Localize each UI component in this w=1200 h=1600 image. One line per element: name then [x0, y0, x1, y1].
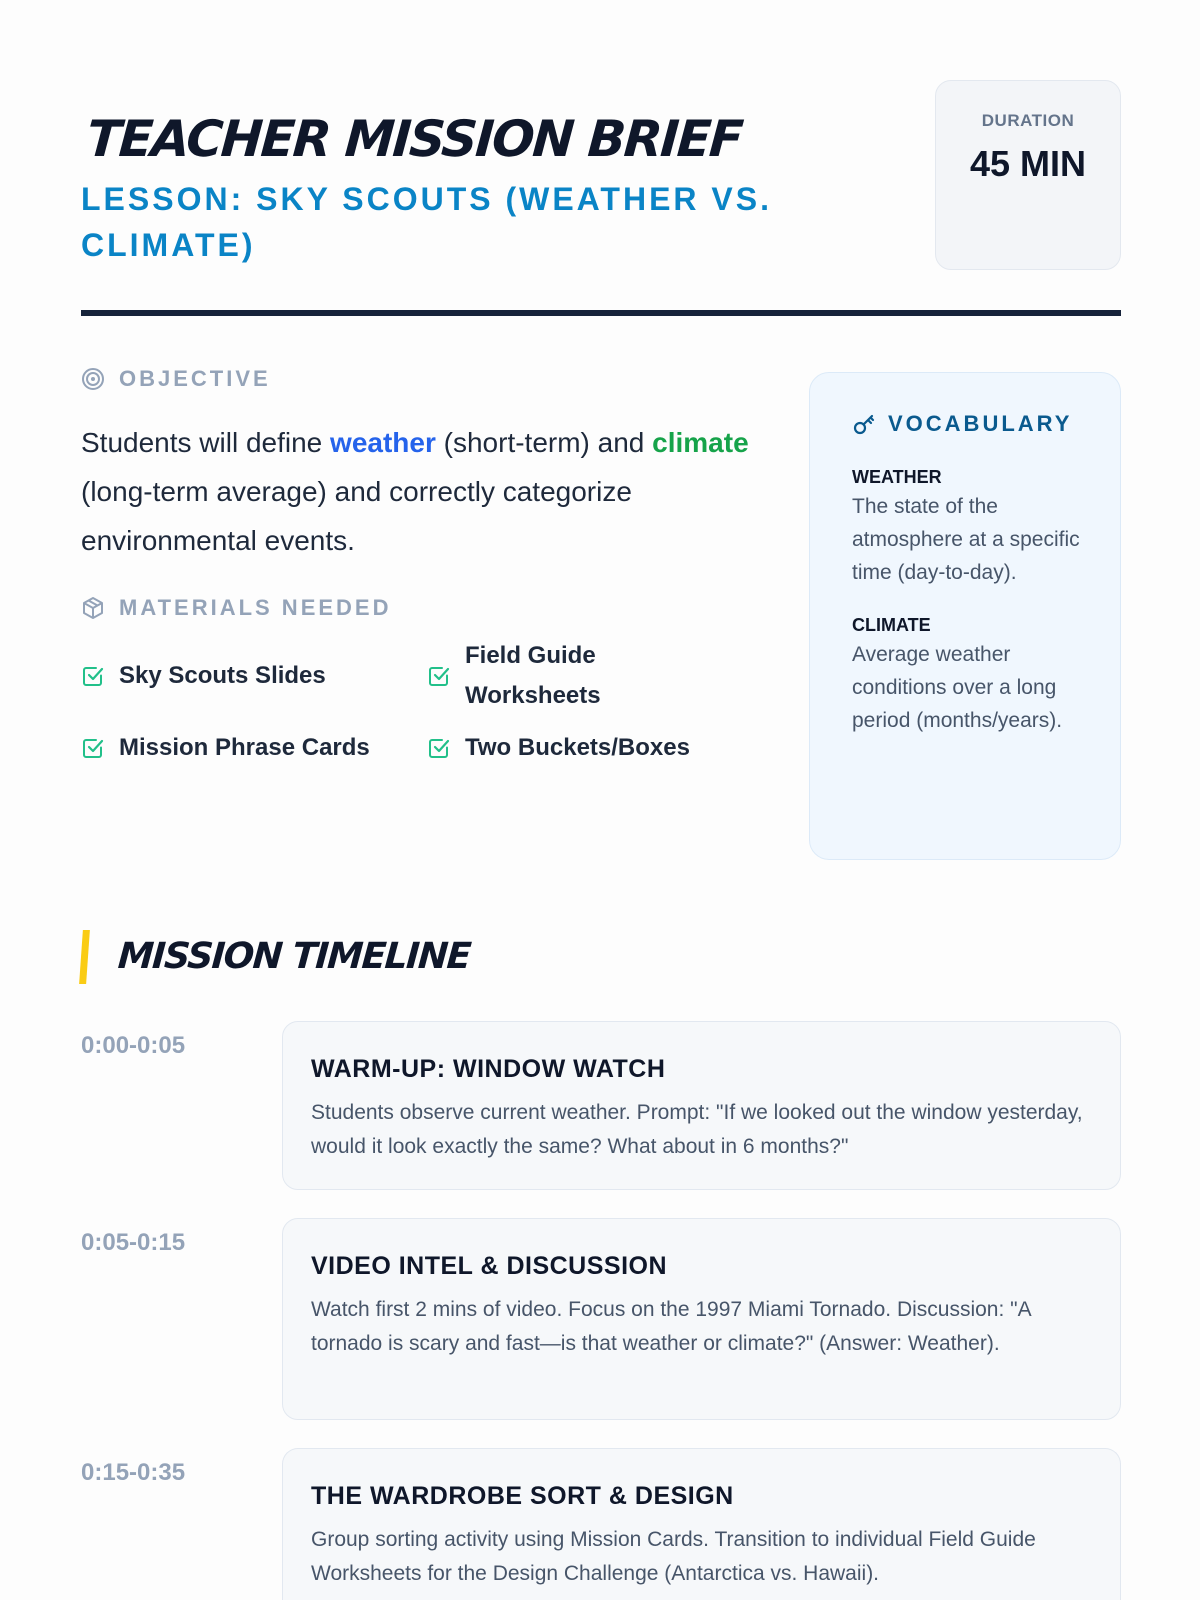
package-icon	[81, 596, 105, 620]
vocab-term: CLIMATE	[852, 615, 931, 635]
objective-heading	[81, 366, 271, 392]
page-title: TEACHER MISSION BRIEF	[84, 110, 744, 168]
vocabulary-card	[809, 372, 1121, 860]
timeline-time: 0:00-0:05	[81, 1032, 186, 1059]
vocab-definition: Average weather conditions over a long period (months/years).	[852, 643, 1063, 732]
timeline-card-description: Group sorting activity using Mission Cards. Transition to individual Field Guide Worksheets for the Design Challenge (Antarctica vs. Hawaii).	[311, 1528, 1036, 1585]
material-item	[81, 656, 401, 696]
timeline-time: 0:15-0:35	[81, 1459, 186, 1486]
timeline-card	[282, 1021, 1121, 1190]
header	[81, 80, 1121, 270]
lesson-subtitle: LESSON: SKY SCOUTS (WEATHER VS. CLIMATE)	[81, 181, 772, 263]
material-item	[81, 728, 421, 768]
material-label: Two Buckets/Boxes	[465, 734, 690, 761]
keyword-weather: weather	[330, 427, 436, 458]
material-item	[427, 728, 767, 768]
mission-brief-page	[81, 0, 1121, 1600]
duration-label: DURATION	[981, 111, 1075, 130]
timeline-card-title: WARM-UP: WINDOW WATCH	[311, 1055, 666, 1083]
duration-badge	[935, 80, 1121, 270]
vocabulary-heading	[852, 411, 1120, 437]
timeline-card-title: THE WARDROBE SORT & DESIGN	[311, 1482, 734, 1510]
objective-text-start: Students will define	[81, 427, 331, 458]
objective-text	[81, 418, 771, 565]
materials-heading	[81, 595, 392, 621]
vocab-term: WEATHER	[852, 467, 942, 487]
material-label: Mission Phrase Cards	[119, 734, 370, 761]
timeline-card	[282, 1218, 1121, 1420]
objective-text-end: (long-term average) and correctly categorize environmental events.	[81, 476, 632, 556]
checkbox-checked-icon	[81, 664, 105, 688]
checkbox-checked-icon	[427, 664, 451, 688]
vocabulary-title: VOCABULARY	[888, 411, 1073, 436]
timeline-card-description: Students observe current weather. Prompt: "If we looked out the window yesterday, would it look exactly the same? What about in 6 months?"	[311, 1101, 1083, 1158]
timeline-card-title: VIDEO INTEL & DISCUSSION	[311, 1252, 668, 1280]
timeline-card	[282, 1448, 1121, 1600]
material-label: Sky Scouts Slides	[119, 662, 326, 689]
key-icon	[852, 412, 876, 436]
timeline-heading: MISSION TIMELINE	[79, 930, 472, 984]
material-item	[427, 636, 647, 716]
objective-text-middle: (short-term) and	[435, 427, 653, 458]
timeline-card-description: Watch first 2 mins of video. Focus on the 1997 Miami Tornado. Discussion: "A tornado is scary and fast—is that weather or climate?" (Answer: Weather).	[311, 1298, 1031, 1355]
header-divider	[81, 310, 1121, 316]
target-icon	[81, 367, 105, 391]
duration-value: 45 MIN	[969, 143, 1087, 184]
checkbox-checked-icon	[81, 736, 105, 760]
materials-label: MATERIALS NEEDED	[119, 595, 392, 620]
keyword-climate: climate	[652, 427, 749, 458]
vocab-definition: The state of the atmosphere at a specific time (day-to-day).	[852, 495, 1080, 584]
material-label: Field Guide Worksheets	[465, 642, 601, 709]
timeline-time: 0:05-0:15	[81, 1229, 186, 1256]
objective-label: OBJECTIVE	[119, 366, 271, 391]
checkbox-checked-icon	[427, 736, 451, 760]
